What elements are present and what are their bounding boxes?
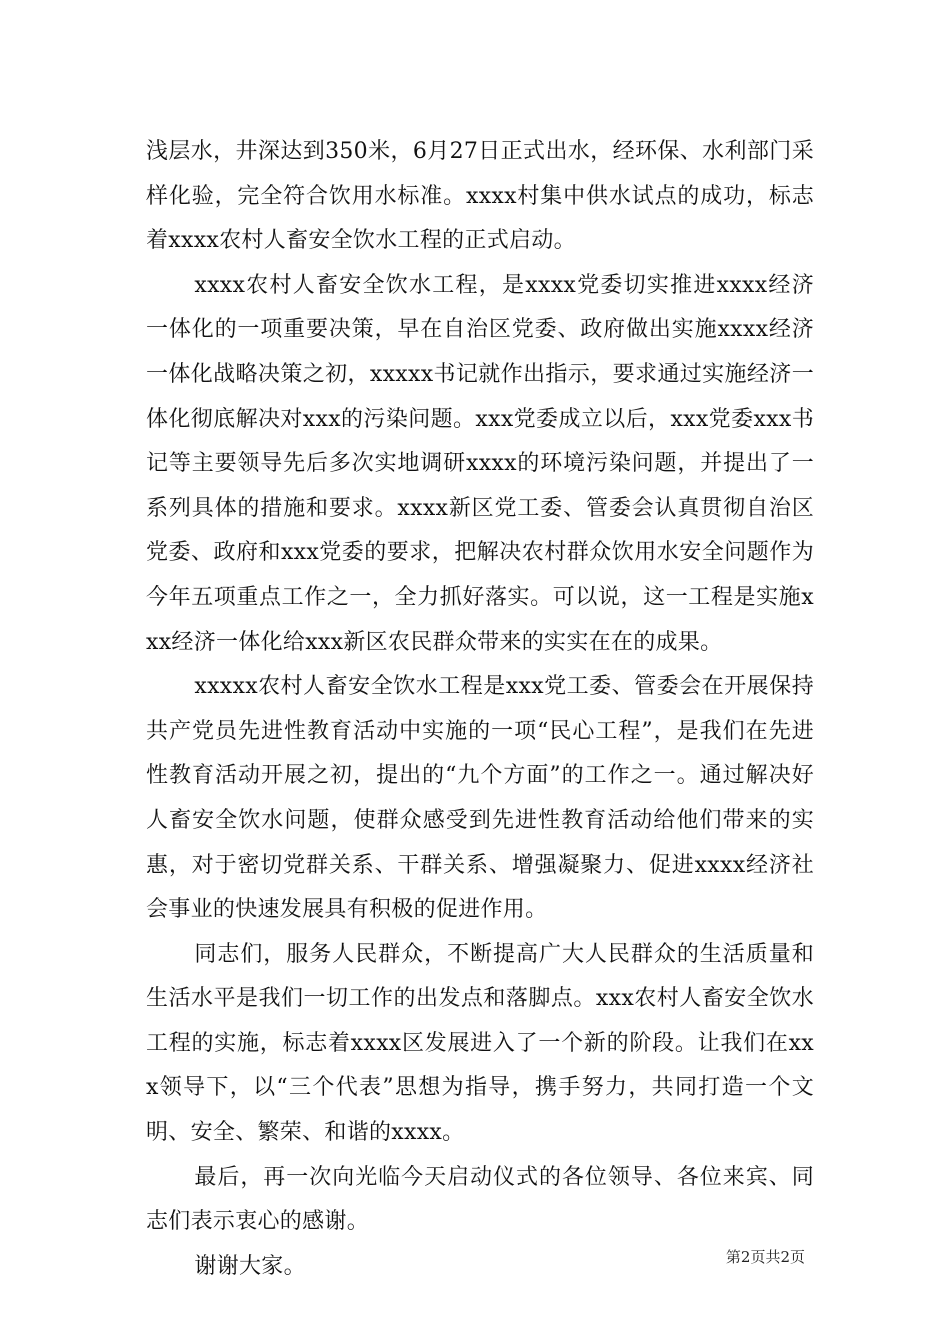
page-number: 第2页共2页	[725, 1248, 805, 1266]
document-body	[146, 130, 814, 1289]
paragraph-2: xxxx农村人畜安全饮水工程，是xxxx党委切实推进xxxx经济一体化的一项重要决策，早在自治区党委、政府做出实施xxxx经济一体化战略决策之初，xxxxx书记就作出指示，要求通过实施经济一体化彻底解决对xxx的污染问题。xxx党委成立以后，xxx党委xxx书记等主要领导先后多次实地调研xxxx的环境污染问题，并提出了一系列具体的措施和要求。xxxx新区党工委、管委会认真贯彻自治区党委、政府和xxx党委的要求，把解决农村群众饮用水安全问题作为今年五项重点工作之一，全力抓好落实。可以说，这一工程是实施xxx经济一体化给xxx新区农民群众带来的实实在在的成果。	[146, 272, 814, 655]
paragraph-6: 谢谢大家。	[194, 1253, 306, 1279]
paragraph-3: xxxxx农村人畜安全饮水工程是xxx党工委、管委会在开展保持共产党员先进性教育活动中实施的一项“民心工程”，是我们在先进性教育活动开展之初，提出的“九个方面”的工作之一。通过解决好人畜安全饮水问题，使群众感受到先进性教育活动给他们带来的实惠，对于密切党群关系、干群关系、增强凝聚力、促进xxxx经济社会事业的快速发展具有积极的促进作用。	[146, 674, 814, 923]
paragraph-4: 同志们，服务人民群众，不断提高广大人民群众的生活质量和生活水平是我们一切工作的出发点和落脚点。xxx农村人畜安全饮水工程的实施，标志着xxxx区发展进入了一个新的阶段。让我们在xxx领导下，以“三个代表”思想为指导，携手努力，共同打造一个文明、安全、繁荣、和谐的xxxx。	[146, 941, 814, 1146]
paragraph-5: 最后，再一次向光临今天启动仪式的各位领导、各位来宾、同志们表示衷心的感谢。	[146, 1164, 814, 1235]
paragraph-1: 浅层水，井深达到350米，6月27日正式出水，经环保、水利部门采样化验，完全符合饮用水标准。xxxx村集中供水试点的成功，标志着xxxx农村人畜安全饮水工程的正式启动。	[146, 139, 814, 254]
